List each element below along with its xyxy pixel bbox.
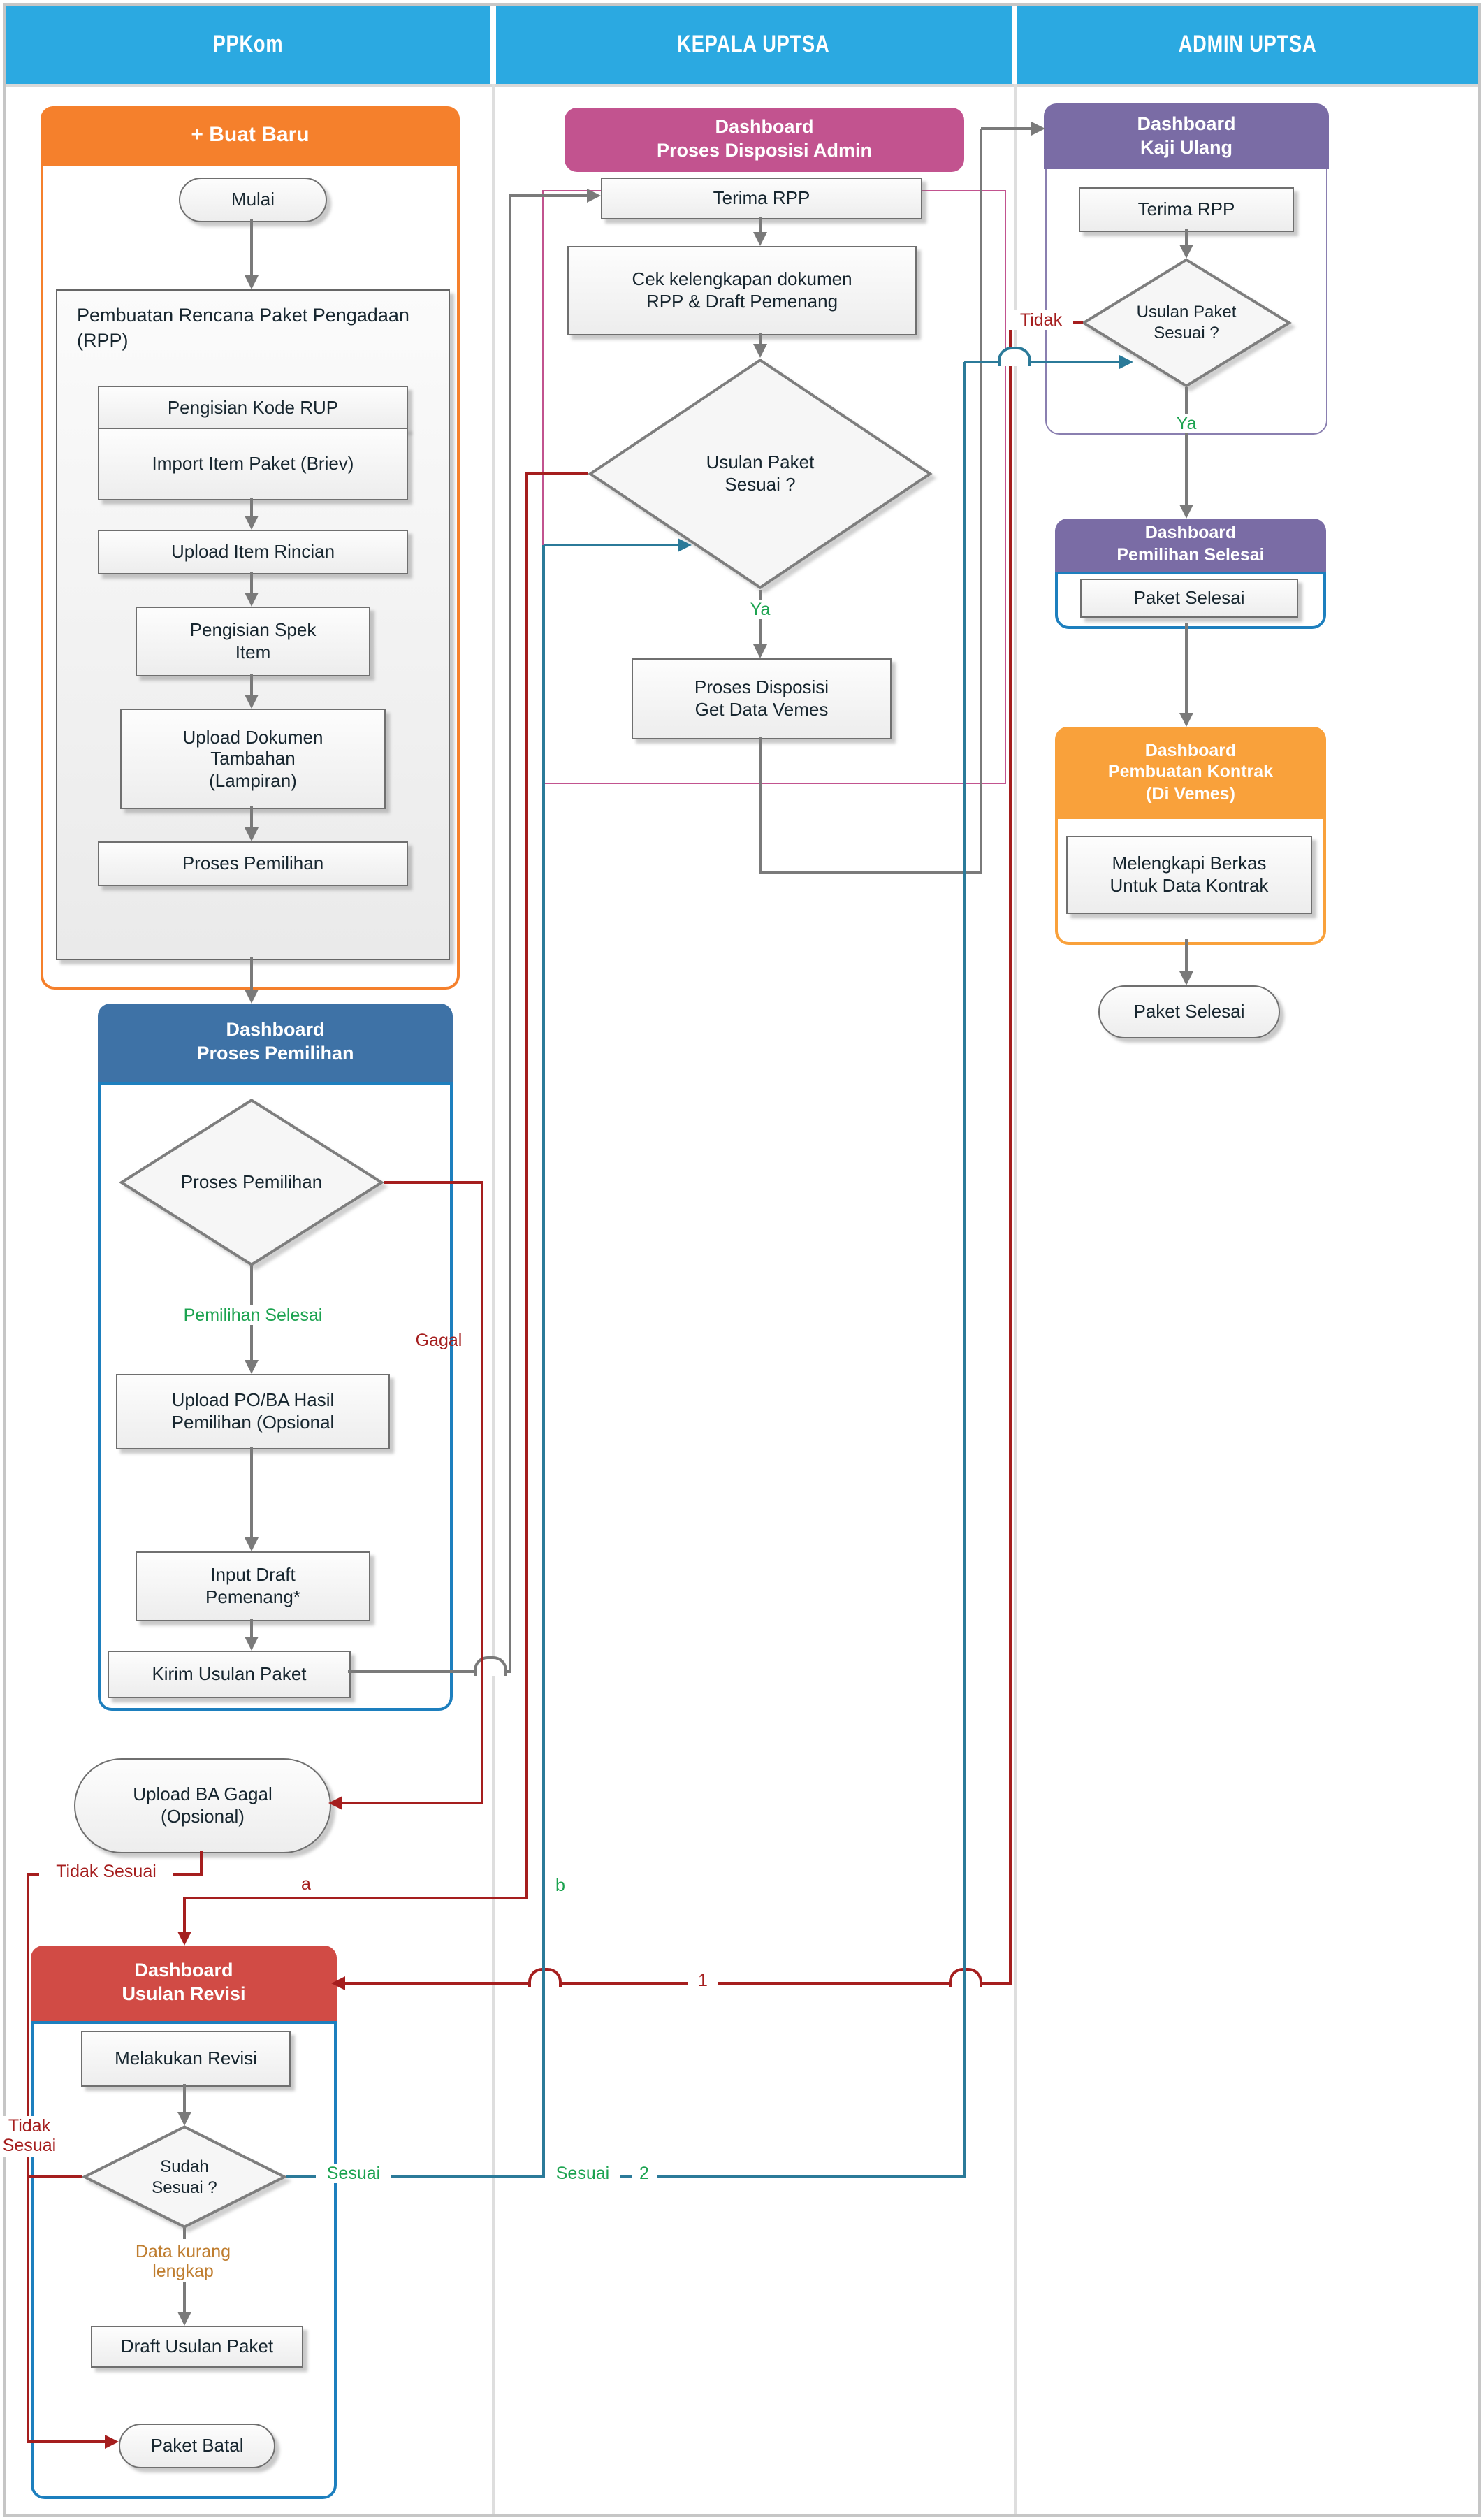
node-proses-pemilihan-step xyxy=(98,841,408,886)
node-label: Melengkapi Berkas Untuk Data Kontrak xyxy=(1110,853,1269,896)
node-mulai xyxy=(179,178,327,222)
node-kirim-usulan-paket xyxy=(108,1651,351,1698)
lane-separator-2 xyxy=(1014,84,1017,2514)
node-import-item-paket xyxy=(98,428,408,500)
label-line: Tidak xyxy=(8,2116,51,2136)
section-title-line: Pemilihan Selesai xyxy=(1116,545,1265,565)
label-line: Data kurang xyxy=(135,2242,231,2261)
node-melengkapi-berkas xyxy=(1066,836,1312,914)
rpp-title: Pembuatan Rencana Paket Pengadaan (RPP) xyxy=(77,305,409,351)
section-header-pemilihan-selesai xyxy=(1055,519,1326,574)
label-1: 1 xyxy=(688,1971,718,1991)
node-terima-rpp-kepala xyxy=(601,178,922,219)
section-title-line: Dashboard xyxy=(715,116,814,138)
lane-header-admin-uptsa xyxy=(1017,6,1478,84)
label-ya-admin: Ya xyxy=(1164,414,1209,434)
node-label-line: (Opsional) xyxy=(161,1806,245,1827)
section-title-line: Dashboard xyxy=(1144,523,1237,543)
section-title-line: Dashboard xyxy=(134,1960,233,1981)
label-ya-kepala: Ya xyxy=(738,600,783,620)
node-terima-rpp-admin xyxy=(1079,187,1294,232)
node-label: Paket Selesai xyxy=(1133,587,1245,609)
label-sesuai-2: Sesuai xyxy=(545,2164,620,2184)
decision-label-line: Sesuai ? xyxy=(152,2177,217,2196)
decision-usulan-paket-kepala xyxy=(587,358,933,590)
line-hop xyxy=(474,1656,507,1676)
node-upload-po-ba xyxy=(116,1374,390,1449)
decision-label-line: Sudah xyxy=(160,2156,209,2175)
label-tidak-sesuai-2 xyxy=(0,2116,59,2157)
section-title-line: Pembuatan Kontrak xyxy=(1107,762,1274,782)
node-label: Upload PO/BA Hasil Pemilihan (Opsional xyxy=(171,1389,335,1433)
section-title-line: Proses Disposisi Admin xyxy=(656,140,873,161)
line-hop xyxy=(528,1968,562,1987)
label-line: Sesuai xyxy=(2,2136,57,2156)
label-pemilihan-selesai: Pemilihan Selesai xyxy=(165,1305,341,1326)
node-label: Upload Item Rincian xyxy=(170,541,335,563)
node-melakukan-revisi xyxy=(81,2031,291,2087)
node-upload-item-rincian xyxy=(98,530,408,574)
label-tidak-sesuai: Tidak Sesuai xyxy=(39,1862,173,1882)
node-label-line: Get Data Vemes xyxy=(694,699,829,720)
decision-proses-pemilihan xyxy=(119,1099,384,1266)
node-proses-disposisi xyxy=(632,658,892,739)
decision-label-line: Usulan Paket xyxy=(706,451,815,472)
node-pengisian-spek-item xyxy=(136,607,370,676)
node-label: Import Item Paket (Briev) xyxy=(152,453,354,475)
label-2: 2 xyxy=(632,2164,657,2184)
header-divider xyxy=(6,84,1478,87)
node-label: Paket Selesai xyxy=(1133,1001,1245,1022)
label-a: a xyxy=(291,1874,321,1895)
section-title-line: Usulan Revisi xyxy=(122,1983,246,2004)
label-data-kurang-lengkap xyxy=(92,2242,274,2282)
label-line: lengkap xyxy=(152,2261,214,2282)
label-b: b xyxy=(548,1876,573,1896)
node-upload-ba-gagal xyxy=(74,1758,331,1853)
decision-sudah-sesuai xyxy=(82,2126,286,2228)
lane-title: KEPALA UPTSA xyxy=(677,31,831,57)
decision-usulan-paket-admin xyxy=(1082,259,1291,387)
node-label: Paket Batal xyxy=(150,2435,244,2456)
section-header-proses-pemilihan xyxy=(98,1004,453,1085)
node-label: Proses Pemilihan xyxy=(182,853,324,874)
node-label-line: Proses Disposisi xyxy=(694,676,829,698)
label-tidak-admin: Tidak xyxy=(1009,310,1073,331)
node-paket-selesai-box xyxy=(1080,579,1298,618)
node-paket-selesai-end xyxy=(1098,985,1280,1038)
node-label-line: Upload BA Gagal xyxy=(133,1783,272,1805)
section-title-line: Kaji Ulang xyxy=(1140,136,1232,157)
node-label: Pengisian Spek Item xyxy=(189,619,317,662)
node-label: Mulai xyxy=(231,189,275,210)
node-label: Input Draft Pemenang* xyxy=(205,1564,300,1607)
node-label: Cek kelengkapan dokumen RPP & Draft Pemenang xyxy=(632,268,852,312)
node-label: Draft Usulan Paket xyxy=(120,2336,274,2357)
section-header-pembuatan-kontrak xyxy=(1055,727,1326,819)
section-title-line: Dashboard xyxy=(1137,113,1236,134)
label-gagal: Gagal xyxy=(415,1331,463,1350)
decision-label-line: Sesuai ? xyxy=(725,474,796,495)
node-label: Melakukan Revisi xyxy=(115,2048,257,2069)
node-label: Kirim Usulan Paket xyxy=(152,1663,307,1685)
section-title-line: Dashboard xyxy=(226,1019,325,1041)
node-draft-usulan-paket xyxy=(91,2326,303,2368)
section-header-disposisi xyxy=(565,108,964,172)
node-label: Terima RPP xyxy=(713,187,810,209)
line-hop xyxy=(998,347,1031,366)
section-title-line: Dashboard xyxy=(1144,740,1237,760)
label-sesuai-1: Sesuai xyxy=(316,2164,391,2184)
lane-header-ppkom xyxy=(6,6,490,84)
lane-header-kepala-uptsa xyxy=(496,6,1012,84)
lane-title: ADMIN UPTSA xyxy=(1179,31,1317,57)
section-header-usulan-revisi xyxy=(31,1946,337,2024)
node-input-draft-pemenang xyxy=(136,1551,370,1621)
section-title: + Buat Baru xyxy=(191,123,310,147)
section-title-line: Proses Pemilihan xyxy=(196,1043,354,1064)
node-cek-kelengkapan xyxy=(567,246,917,335)
node-paket-batal xyxy=(119,2424,275,2468)
node-upload-dokumen-tambahan xyxy=(120,709,386,809)
decision-label-line: Sesuai ? xyxy=(1154,323,1219,342)
lane-title: PPKom xyxy=(212,31,284,57)
section-header-buat-baru xyxy=(41,106,460,166)
node-label: Pengisian Kode RUP xyxy=(167,397,339,419)
node-label: Terima RPP xyxy=(1137,198,1235,220)
section-title-line: (Di Vemes) xyxy=(1146,783,1235,804)
node-label: Upload Dokumen Tambahan (Lampiran) xyxy=(182,726,323,791)
section-header-kaji-ulang xyxy=(1044,103,1329,169)
line-hop xyxy=(949,1968,982,1987)
lane-separator-1 xyxy=(492,84,495,2514)
decision-label: Proses Pemilihan xyxy=(180,1171,323,1192)
node-pengisian-kode-rup xyxy=(98,386,408,430)
decision-label-line: Usulan Paket xyxy=(1136,302,1237,321)
